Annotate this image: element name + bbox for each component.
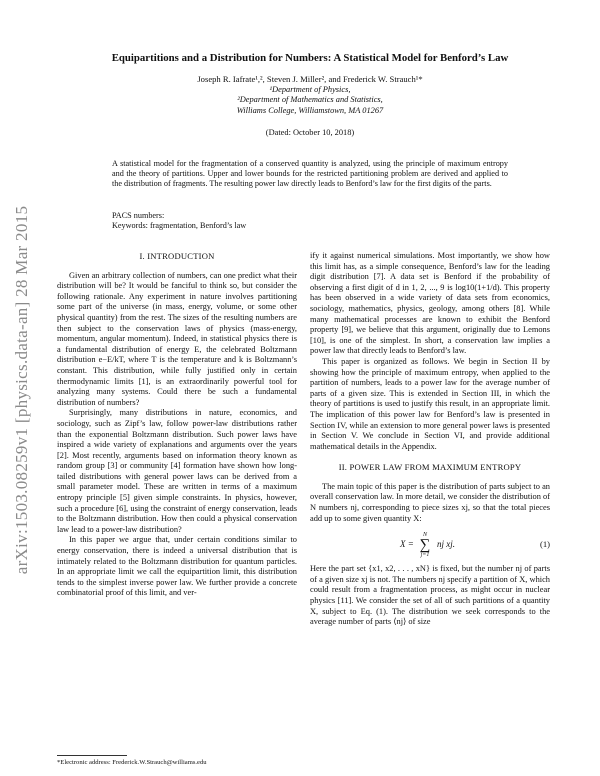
pacs-numbers: PACS numbers: — [112, 211, 165, 220]
footnote-rule — [57, 755, 127, 756]
section-heading-power-law: II. POWER LAW FROM MAXIMUM ENTROPY — [338, 462, 522, 473]
pacs-block — [112, 211, 508, 231]
date-line: (Dated: October 10, 2018) — [265, 128, 355, 137]
affiliation-3: Williams College, Williamstown, MA 01267 — [236, 105, 384, 115]
keywords: Keywords: fragmentation, Benford’s law — [112, 221, 247, 230]
paragraph: In this paper we argue that, under certain conditions similar to energy conservation, there is indeed a universal distribution that is intimately related to the Boltzmann distribution for quantum particles. In an appropriate limit we call the equipartition limit, this distribution tends to the simplest inverse power law. We further provide a concrete combinatorial proof of this limit, and ver- — [57, 535, 297, 598]
paragraph: Surprisingly, many distributions in nature, economics, and sociology, such as Zipf’s law, follow power-law distributions rather than the exponential Boltzmann distribution. Such power laws have inspired a wide variety of explanations and arguments over the years [2]. Most recently, arguments based on information theory known as random group [3] or community [4] formation have shown how long-tailed distributions with general power laws can be derived from a small parameter model. These are written in terms of a maximum entropy principle [5] given simple constraints. In physics, however, such a procedure [6], using the constraint of energy conservation, leads to the Boltzmann distribution. How then could a physical conservation law lead to a power-law distribution? — [57, 408, 297, 534]
paragraph: Here the part set {x1, x2, . . . , xN} is fixed, but the number nj of parts of a given size xj is not. The numbers nj specify a partition of X, which could result from a fragmentation process, as might occur in nuclear physics [11]. We consider the set of all of such partitions of a quantity X, subject to Eq. (1). The distribution we seek corresponds to the average number of parts ⟨nj⟩ of size — [310, 564, 550, 627]
sigma-symbol: ∑ — [419, 537, 431, 554]
paragraph: The main topic of this paper is the distribution of parts subject to an overall conservation law. In more detail, we consider the distribution of N numbers nj, corresponding to piece sizes xj, so that the total pieces add up to some given quantity X: — [310, 481, 550, 523]
paragraph: Given an arbitrary collection of numbers, can one predict what their distribution will be? It would be fanciful to think so, but consider the following rationale. Any experiment in nature involves partitioning some part of the universe (in mass, energy, volume, or some other physical quantity) from the rest. The sizes of the resulting numbers are then subject to the conservation laws of physics (mass-energy, momentum, angular momentum). Indeed, in statistical physics there is a fundamental distribution of energy E, the celebrated Boltzmann distribution e−E/kT, where T is the temperature and k is Boltzmann’s constant. This distribution, while fully justified only in certain thermodynamic limits [1], is an extraordinarily powerful tool for analyzing many systems. Could there be such a fundamental distribution of numbers? — [57, 270, 297, 407]
left-column — [57, 251, 297, 599]
affiliations — [40, 85, 580, 116]
sum-lower-limit: j=1 — [420, 552, 430, 559]
right-column — [310, 251, 550, 628]
paper-title: Equipartitions and a Distribution for Numbers: A Statistical Model for Benford’s Law — [111, 52, 509, 64]
equation-1 — [310, 530, 550, 558]
paragraph: ify it against numerical simulations. Most importantly, we show how this limit has, as a simple consequence, Benford’s law for the leading digit distribution [7]. A data set is Benford if the probability of observing a first digit of d in 1, 2, ..., 9 is log10(1+1/d). This property has been observed in a wide variety of data sets from economics, sociology, mathematics, physics, geology, among others [8]. While many mathematical processes are known to exhibit the Benford property [9], we believe that this argument, originally due to Lemons [10], is one of the simplest. In short, a conservation law implies a power law that directly leads to Benford’s law. — [310, 251, 550, 356]
arxiv-sidebar — [4, 180, 40, 600]
equation-lhs: X = — [400, 539, 414, 550]
equation-number: (1) — [539, 539, 550, 550]
equation-rhs: nj xj. — [437, 539, 455, 550]
footnote: *Electronic address: Frederick.W.Strauch@williams.edu — [57, 759, 207, 766]
abstract: A statistical model for the fragmentation of a conserved quantity is analyzed, using the principle of maximum entropy and the theory of partitions. Upper and lower bounds for the restricted partitioning problem are derived and applied to the distribution of fragments. The resulting power law directly leads to Benford’s law for the first digits of the parts. — [112, 159, 508, 189]
affiliation-2: ²Department of Mathematics and Statistics, — [237, 95, 383, 105]
author-list: Joseph R. Iafrate¹,², Steven J. Miller², and Frederick W. Strauch¹* — [197, 74, 423, 84]
sum-upper-limit: N — [422, 532, 427, 539]
paragraph: This paper is organized as follows. We begin in Section II by showing how the principle of maximum entropy, when applied to the partition of numbers, leads to a power law for the average number of parts of a given size. This is extended in Section III, in which the theory of partitions is used to justify this result, in an appropriate limit. The implication of this power law for Benford’s law is presented in Section IV, while an extension to more general power laws is presented in Section V. We conclude in Section VI, and provide additional mathematical details in the Appendix. — [310, 356, 550, 451]
section-heading-introduction: I. INTRODUCTION — [139, 251, 215, 261]
arxiv-stamp: arXiv:1503.08259v1 [physics.data-an] 28 Mar 2015 — [12, 205, 31, 575]
affiliation-1: ¹Department of Physics, — [269, 85, 351, 94]
summation — [414, 532, 436, 559]
